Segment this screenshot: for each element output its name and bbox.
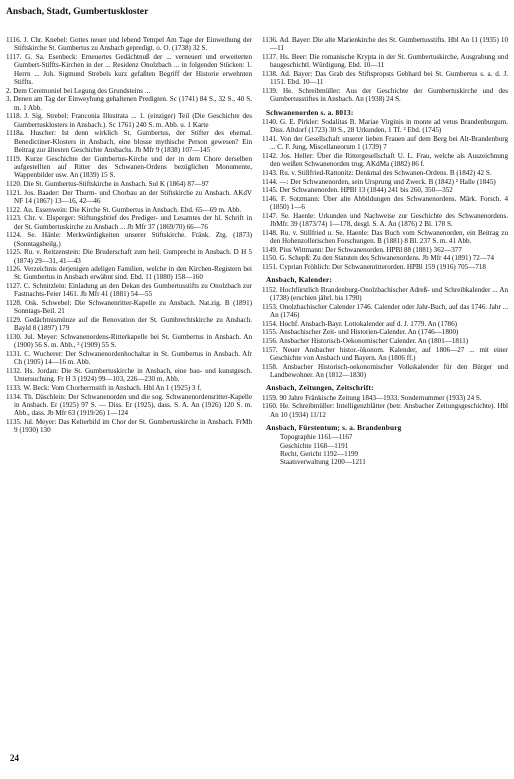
bibliography-entry: 1152. Hochfürstlich Brandenburg-Onolzbachischer Adreß- und Schreibkalender ... An (1738) (erschien jährl. bis 1790) [262, 285, 508, 303]
bibliography-entry: 1128. Osk. Schwebel: Die Schwanenritter-Kapelle zu Ansbach. Nat.zig. B (1891) Sonntags-Beil. 21 [6, 299, 252, 316]
index-reference: Geschichte 1168—1191 [280, 441, 349, 450]
bibliography-entry: 1127. C. Schnitzlein: Einladung an den Dekan des Gumbertusstifts zu Onolzbach zur Fastnachts-Feier 1461. Jb Mfr 41 (1881) 54—55 [6, 282, 252, 299]
bibliography-entry: 1132. Hs. Jordan: Die St. Gumbertuskirche in Ansbach, eine bau- und kunstgesch. Untersuchung. Fr H 3 (1924) 99—103, 226—230 m. Abb. [6, 367, 252, 384]
bibliography-entry: 1123. Chr. v. Elsperger: Stiftungsbrief des Prediger- und Lesamtes der hl. Schrift in der St. Gumbertuskirche zu Ansbach ... Jb Mfr 37 (1869/70) 66—76 [6, 214, 252, 231]
bibliography-entry: 1148. Ru. v. Stillfried u. Se. Haenle: Das Buch vom Schwanenorden, ein Beitrag zu den Hohenzollerischen Forschungen. B (1881) 8 Bl. 237 S. m. 41 Abb. [262, 228, 508, 246]
bibliography-entry: 1157. Neuer Ansbacher histor.-ökonom. Kalender, auf 1806—27 ... mit einer Geschichte von Ansbach und Bayern. An (1806 ff.) [262, 345, 508, 363]
section-heading-fuerstentum: Ansbach, Fürstentum; s. a. Brandenburg [266, 423, 402, 433]
gumbertus-entries-continued [262, 36, 508, 104]
section-heading-schwanenorden: Schwanenorden s. a. 8013: [266, 107, 354, 117]
bibliography-entry: 1134. Th. Däschlein: Der Schwanenorden und die sog. Schwanenordensritter-Kapelle in Ansbach. Er (1925) 97 S. — Diss. Er (1925), dass. S. A. An (1926) 120 S. m. Abb., dass. Jb Mfr 63 (1919/26) 1—124 [6, 392, 252, 418]
zeitungen-entries [262, 394, 508, 419]
index-reference: Recht, Gericht 1192—1199 [280, 450, 359, 459]
section-heading-kalender: Ansbach, Kalender: [266, 275, 333, 285]
bibliography-entry: 1137. Hs. Beer: Die romanische Krypta in der St. Gumbertuskirche, Ausgrabung und baugeschichtl. Würdigung. Ebd. 10—11 [262, 52, 508, 70]
bibliography-entry: 1156. Ansbacher Historisch-Oekonomischer Calender. An (1801—1811) [262, 337, 469, 346]
page-number: 24 [10, 753, 19, 763]
bibliography-entry: 1153. Onolzbachischer Calender 1746. Calender oder Jahr-Buch, auf das 1746. Jahr ... An (1746) [262, 302, 508, 320]
bibliography-entry: 1118. J. Sig. Strebel: Franconia Illustrata ... 1. (einziger) Teil (Die Geschichte des Gumbertusklosters in Ansbach.). Sc 1761) 240 S. m. Abb. u. 1 Karte [6, 112, 252, 129]
index-reference: Staatsverwaltung 1200—1211 [280, 458, 366, 467]
page [6, 6, 508, 774]
bibliography-entry: 1139. He. Schreibmüller: Aus der Geschichte der Gumbertuskirche und des Gumbertusstiftes in Ansbach. An (1938) 24 S. [262, 86, 508, 104]
bibliography-entry: 1131. C. Wucherer: Der Schwanenordenhochaltar in St. Gumbertus in Ansbach. Afr Ch (1905) 14—16 m. Abb. [6, 350, 252, 367]
bibliography-entry: 1130. Jul. Meyer: Schwanenordens-Ritterkapelle bei St. Gumbertus in Ansbach. An (1900) 56 S. m. Abb., ² (1909) 55 S. [6, 333, 252, 350]
bibliography-entry: 1142. Jos. Heller: Über die Rittergesellschaft U. L. Frau, welche als Auszeichnung den weißen Schwanenorden trug. AKdMa (1882) 86 f. [262, 151, 508, 169]
bibliography-entry: 1138. Ad. Bayer: Das Grab des Stiftspropsts Gebhard bei St. Gumbertus s. a. d. J. 1151. Ebd. 10—11 [262, 69, 508, 87]
right-column [262, 36, 508, 467]
bibliography-entry: 1154. Hochf. Ansbach-Bayr. Lottokalender auf d. J. 1779. An (1786) [262, 319, 457, 328]
bibliography-entry: 1124. Se. Hänle: Merkwürdigkeiten unserer Stiftskirche. Fränk. Ztg. (1873) (Sonntagsbeilg.) [6, 231, 252, 248]
bibliography-entry: 1144. —: Der Schwanenorden, sein Ursprung und Zweck. B (1842) ² Halle (1845) [262, 177, 496, 186]
bibliography-entry: 1150. G. Schepß: Zu den Statuten des Schwanenordens. Jb Mfr 44 (1891) 72—74 [262, 254, 495, 263]
index-reference: Topographie 1161—1167 [280, 433, 353, 442]
bibliography-entry: 1140. G. E. Pirkler: Sodalitas B. Mariae Virginis in monte ad vetus Brandenburgum. Diss. Altdorf (1723) 30 S., 28 Urkunden, 1 Tf. ² Ebd. (1745) [262, 117, 508, 135]
bibliography-entry: 1147. Se. Haenle: Urkunden und Nachweise zur Geschichte des Schwanenordens. JbMfr. 39 (1873/74) 1—178, desgl. S. A. An (1876) 2 Bl. 178 S. [262, 211, 508, 229]
bibliography-entry: 1117. G. Sa. Esenbeck: Erneuertes Gedächtnuß der ... verneuert und erweiterten Gumbert-Stiffts-Kirchen in der ... Residenz Onolzbach ... in folgenden Stücken: 1. Herrn ... Joh. Sigmund Strebels kurz gefaßten Begriff der Historie erwehnten Stiffts. [6, 52, 252, 87]
kalender-entries [262, 286, 508, 380]
two-column-body [6, 36, 508, 467]
bibliography-entry: 1145. Der Schwanenorden. HPBl 13 (1844) 241 bis 260, 350—352 [262, 186, 453, 195]
bibliography-entry: 1160. He. Schreibmüller: Intelligenzblätter (betr. Ansbacher Zeitungsgeschichte). Hbl An 10 (1934) 11/12 [262, 402, 508, 419]
bibliography-entry: 3. Denen am Tag der Einweyhung gehaltenen Predigten. Sc (1741) 84 S., 32 S., 40 S. m. 1 Abb. [6, 95, 252, 112]
bibliography-entry: 1116. J. Chr. Knebel: Gottes neuer und lebend Tempel Am Tage der Einweihung der Stiftskirche St. Gumbertus zu Ansbach gepredigt. o. O. (1738) 32 S. [6, 36, 252, 53]
bibliography-entry: 1151. Cyprian Fröhlich: Der Schwanenritterorden. HPBl 159 (1916) 705—718 [262, 263, 486, 272]
bibliography-entry: 1146. F. Sotzmann: Über alte Abbildungen des Schwanenordens. Märk. Forsch. 4 (1850) 1—6 [262, 194, 508, 212]
bibliography-entry: 1122. Au. Essenwein: Die Kirche St. Gumbertus in Ansbach. Ebd. 65—69 m. Abb. [6, 205, 242, 214]
bibliography-entry: 1129. Gedächtnismünze auf die Renovation der St. Gumbrechtskirche zu Ansbach. Bayld 8 (1897) 179 [6, 316, 252, 333]
bibliography-entry: 1158. Ansbacher Historisch-oekonomischer Volkskalender für den Bürger und Landbewohner. An (1812—1830) [262, 362, 508, 379]
bibliography-entry: 1121. Jos. Baader: Der Thurm- und Chorbau an der Stiftskirche zu Ansbach. AKdV NF 14 (1867) 13—16, 42—46 [6, 188, 252, 205]
bibliography-entry: 1120. Die St. Gumbertus-Stiftskirche in Ansbach. Sul K (1864) 87—97 [6, 179, 209, 188]
schwanenorden-entries [262, 118, 508, 271]
bibliography-entry: 1126. Verzeichnis derjenigen adeligen Familien, welche in den Kirchen-Registern bei St. Gumbertus in Ansbach erwähnt sind. Ebd. 11 (1880) 158—160 [6, 265, 252, 282]
section-heading-zeitungen: Ansbach, Zeitungen, Zeitschrift: [266, 383, 374, 393]
bibliography-entry: 2. Dem Ceremoniel bei Legung des Grundsteins ... [6, 86, 151, 95]
bibliography-entry: 1159. 90 Jahre Fränkische Zeitung 1843—1933. Sondernummer (1933) 24 S. [262, 393, 482, 402]
bibliography-entry: 1118a. Huscher: Ist denn wirklich St. Gumbertus, der Stifter des ehemal. Benedictiner-Klosters in Ansbach, eine blosse mythische Person gewesen? Ein Beitrag zur ältesten Geschichte Ansbachs. Jb Mfr 9 (1838) 107—145 [6, 129, 252, 154]
bibliography-entry: 1135. Jul. Meyer: Das Kelterbild im Chor der St. Gumbertuskirche in Ansbach. FrMh 9 (1930) 130 [6, 418, 252, 435]
bibliography-entry: 1119. Kurze Geschichte der Gumbertus-Kirche und der in dem Chore derselben aufgestellten auf Ritter des Schwanen-Ordens bezüglichen Monumente, Wappenbilder usw. An (1839) 15 S. [6, 154, 252, 180]
left-column [6, 36, 252, 467]
running-header: Ansbach, Stadt, Gumbertuskloster [6, 6, 149, 17]
bibliography-entry: 1149. Pius Wittmann: Der Schwanenorden. HPBl 88 (1881) 362—377 [262, 245, 462, 254]
bibliography-entry: 1155. Ansbachischer Zeit- und Historien-Calender. An (1746—1800) [262, 328, 459, 337]
bibliography-entry: 1143. Ru. v. Stillfried-Rattonitz: Denkmal des Schwanen-Ordens. B (1842) 42 S. [262, 168, 492, 177]
fuerstentum-index [262, 433, 508, 466]
bibliography-entry: 1125. Ru. v. Reitzenstein: Die Bruderschaft zum heil. Gumprecht in Ansbach. D H 5 (1874) 29—31, 41—43 [6, 248, 252, 265]
bibliography-entry: 1141. Von der Gesellschaft unserer lieben Frauen auf dem Berg bei Alt-Brandenburg ... C. F. Jung, Miscellaneorum 1 (1739) 7 [262, 134, 508, 152]
bibliography-entry: 1133. W. Beck: Vom Chorherrnstift in Ansbach. Hbl An 1 (1925) 3 f. [6, 384, 202, 393]
bibliography-entry: 1136. Ad. Bayer: Die alte Marienkirche des St. Gumbertusstifts. Hbl An 11 (1935) 10—11 [262, 36, 508, 53]
